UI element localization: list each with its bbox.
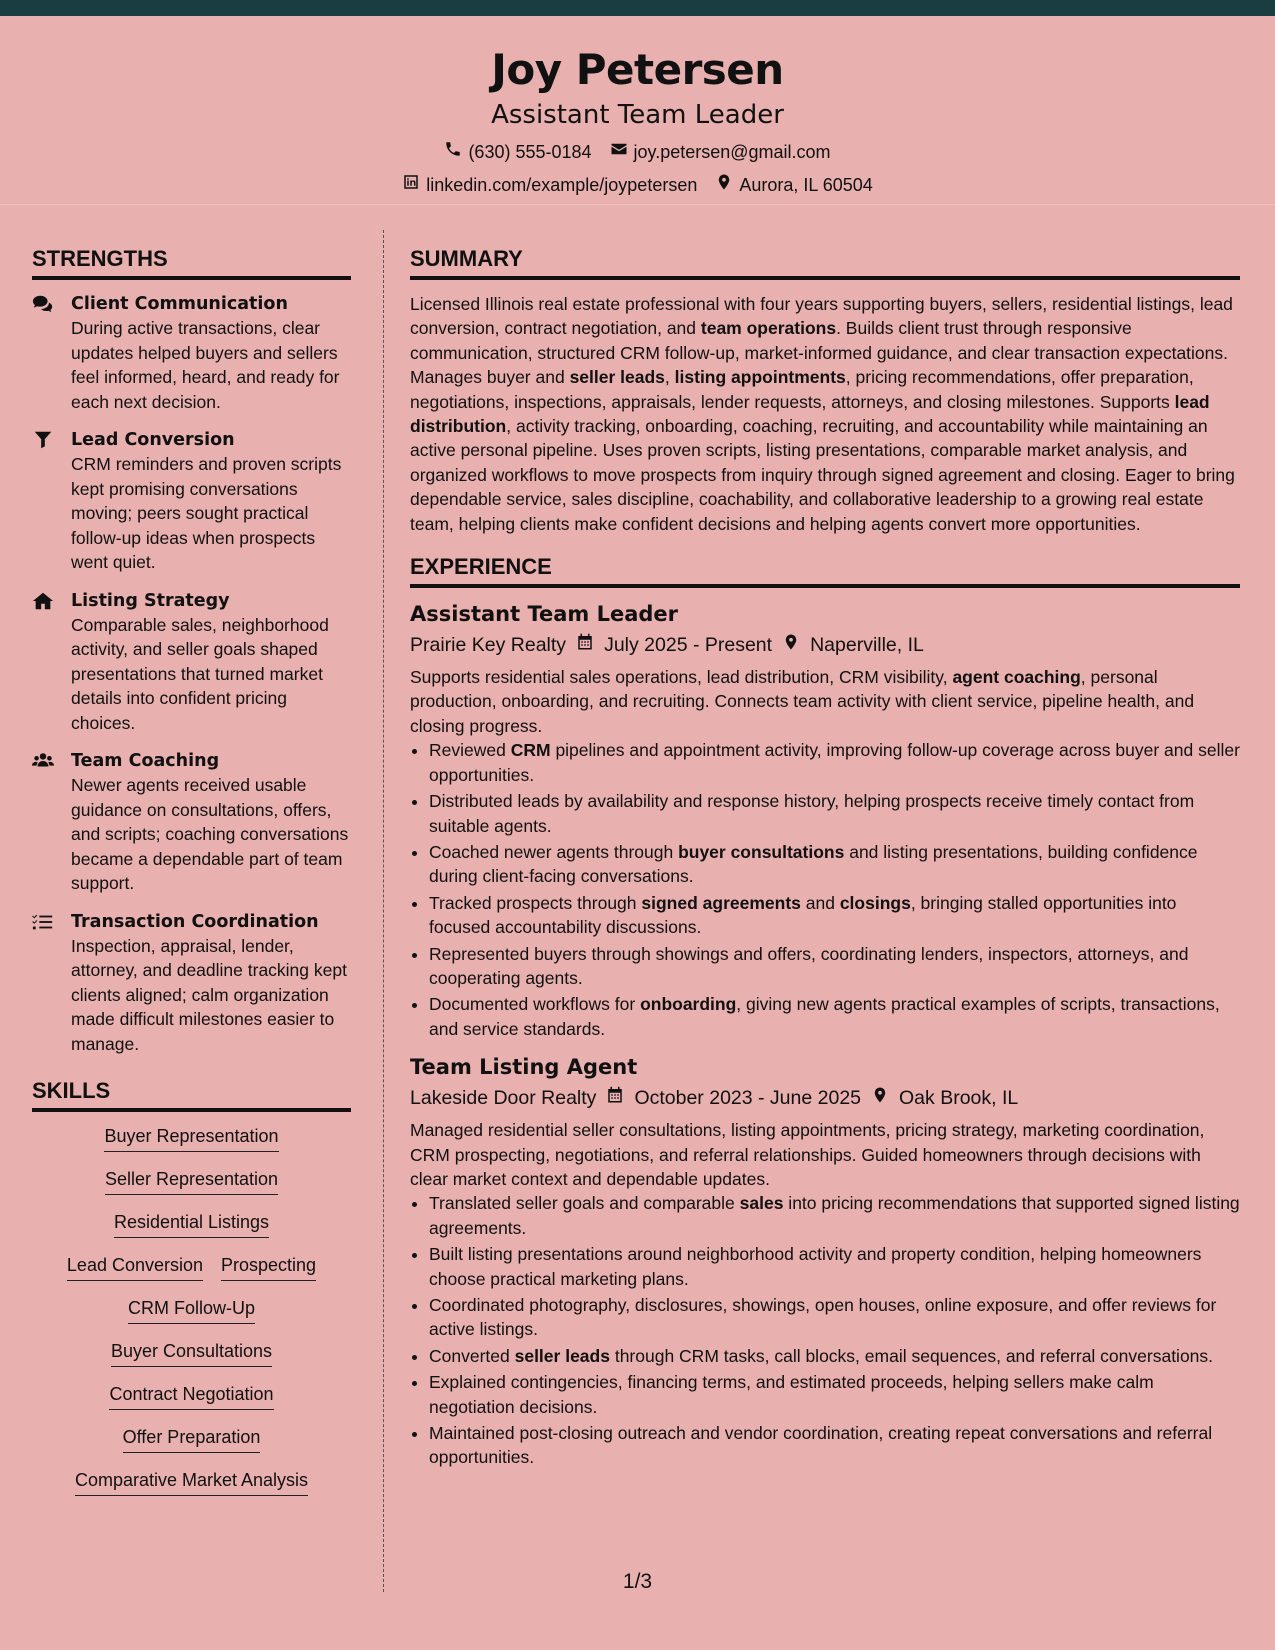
skill-tag: Offer Preparation xyxy=(123,1425,261,1453)
strength-desc: Newer agents received usable guidance on consultations, offers, and scripts; coaching conversations became a dependable part of team support. xyxy=(71,775,349,893)
job-title: Assistant Team Leader xyxy=(410,602,679,627)
job-description: Managed residential seller consultations, listing appointments, pricing strategy, marketing coordination, CRM prospecting, negotiations, and referral relationships. Guided homeowners through decisions with clear market context and dependable updates. xyxy=(410,1120,1205,1189)
strength-desc: During active transactions, clear updates helped buyers and sellers feel informed, heard, and ready for each next decision. xyxy=(71,318,340,412)
skills-heading: SKILLS xyxy=(32,1076,351,1112)
email-contact[interactable] xyxy=(610,140,831,163)
strength-item xyxy=(32,428,351,575)
job-bullet: • Built listing presentations around neighborhood activity and property condition, helping homeowners choose practical marketing plans. xyxy=(429,1242,1240,1291)
strength-name: Client Communication xyxy=(71,294,288,314)
contact-row-1 xyxy=(0,140,1275,163)
candidate-title: Assistant Team Leader xyxy=(491,100,784,130)
calendar-icon xyxy=(576,631,594,659)
skills-list xyxy=(32,1124,351,1496)
job-meta xyxy=(410,1084,1240,1112)
job-bullet: • Reviewed CRM pipelines and appointment activity, improving follow-up coverage across buyer and seller opportunities. xyxy=(429,738,1240,787)
job-bullets xyxy=(410,738,1240,1041)
linkedin-text: linkedin.com/example/joypetersen xyxy=(426,174,698,195)
location-text: Aurora, IL 60504 xyxy=(739,174,873,195)
company-name: Lakeside Door Realty xyxy=(410,1087,597,1110)
strength-desc: CRM reminders and proven scripts kept promising conversations moving; peers sought practical follow-up ideas when prospects went quiet. xyxy=(71,454,342,572)
column-divider xyxy=(383,230,384,1592)
skill-tag: Buyer Consultations xyxy=(111,1339,272,1367)
experience-heading: EXPERIENCE xyxy=(410,552,1240,588)
phone-icon xyxy=(444,140,462,163)
location-contact xyxy=(715,173,872,196)
job-location: Naperville, IL xyxy=(810,634,924,657)
phone-contact[interactable] xyxy=(444,140,591,163)
email-text: joy.petersen@gmail.com xyxy=(633,141,831,162)
users-icon xyxy=(32,751,56,771)
resume-header xyxy=(0,16,1275,205)
funnel-icon xyxy=(32,430,56,450)
skill-tag: Residential Listings xyxy=(114,1210,269,1238)
home-icon xyxy=(32,591,56,611)
summary-heading: SUMMARY xyxy=(410,244,1240,280)
job-bullet: • Represented buyers through showings and offers, coordinating lenders, inspectors, attorneys, and cooperating agents. xyxy=(429,942,1240,991)
strength-desc: Comparable sales, neighborhood activity, and seller goals shaped presentations that turned market details into confident pricing choices. xyxy=(71,614,329,733)
contact-row-2 xyxy=(0,173,1275,196)
job-bullet: • Distributed leads by availability and response history, helping prospects receive timely contact from suitable agents. xyxy=(429,789,1240,838)
job-bullet: • Maintained post-closing outreach and vendor coordination, creating repeat conversations and referral opportunities. xyxy=(429,1421,1240,1470)
company-name: Prairie Key Realty xyxy=(410,634,567,657)
strength-name: Team Coaching xyxy=(71,751,220,771)
left-column xyxy=(32,244,351,1511)
strength-item xyxy=(32,749,351,896)
strengths-heading: STRENGTHS xyxy=(32,244,351,280)
skill-tag: Seller Representation xyxy=(105,1167,278,1195)
candidate-name: Joy Petersen xyxy=(491,45,784,94)
job-dates: October 2023 - June 2025 xyxy=(634,1087,862,1110)
page-number: 1/3 xyxy=(622,1570,653,1593)
job-bullet: • Coached newer agents through buyer consultations and listing presentations, building confidence during client-facing conversations. xyxy=(429,840,1240,889)
job-location: Oak Brook, IL xyxy=(899,1087,1019,1110)
summary-text: Licensed Illinois real estate professional with four years supporting buyers, sellers, residential listings, lead conversion, contract negotiation, and team operations. Builds client trust through responsive communication, structured CRM follow-up, market-informed guidance, and clear transaction expectations. Manages buyer and seller leads, listing appointments, pricing recommendations, offer preparation, negotiations, inspections, appraisals, lender requests, attorneys, and closing milestones. Supports lead distribution, activity tracking, onboarding, coaching, recruiting, and accountability while maintaining an active personal pipeline. Uses proven scripts, listing presentations, comparable market analysis, and organized workflows to move prospects from inquiry through signed agreement and closing. Eager to bring dependable service, sales discipline, coachability, and collaborative leadership to a growing real estate team, helping clients make confident decisions and helping agents convert more opportunities. xyxy=(410,294,1235,534)
skill-tag: Contract Negotiation xyxy=(109,1382,273,1410)
linkedin-contact[interactable] xyxy=(402,173,697,196)
job-title: Team Listing Agent xyxy=(410,1055,638,1080)
strength-name: Transaction Coordination xyxy=(71,911,319,932)
comments-icon xyxy=(32,294,56,314)
skill-tag: Prospecting xyxy=(221,1253,316,1281)
strength-item xyxy=(32,292,351,414)
strength-item xyxy=(32,589,351,736)
linkedin-icon xyxy=(402,173,420,196)
job-bullet: • Translated seller goals and comparable sales into pricing recommendations that supported signed listing agreements. xyxy=(429,1191,1240,1240)
phone-text: (630) 555-0184 xyxy=(468,141,592,162)
job-meta xyxy=(410,631,1240,659)
job-bullet: • Converted seller leads through CRM tasks, call blocks, email sequences, and referral conversations. xyxy=(429,1344,1240,1368)
job-bullet: • Explained contingencies, financing terms, and estimated proceeds, helping sellers make calm negotiation decisions. xyxy=(429,1370,1240,1419)
map-pin-icon xyxy=(782,631,800,659)
strength-item xyxy=(32,910,351,1057)
skill-tag: Buyer Representation xyxy=(104,1124,278,1152)
job-entry xyxy=(410,600,1240,1041)
skill-tag: CRM Follow-Up xyxy=(128,1296,255,1324)
job-dates: July 2025 - Present xyxy=(604,634,773,657)
job-bullet: • Documented workflows for onboarding, giving new agents practical examples of scripts, transactions, and service standards. xyxy=(429,992,1240,1041)
list-check-icon xyxy=(32,912,56,932)
strength-desc: Inspection, appraisal, lender, attorney, and deadline tracking kept clients aligned; calm organization made difficult milestones easier to manage. xyxy=(71,935,347,1054)
calendar-icon xyxy=(606,1084,624,1112)
job-description: Supports residential sales operations, lead distribution, CRM visibility, agent coaching, personal production, onboarding, and recruiting. Connects team activity with client service, pipeline health, and closing progress. xyxy=(410,667,1195,736)
right-column xyxy=(410,244,1240,1482)
top-accent-bar xyxy=(0,0,1275,16)
map-pin-icon xyxy=(871,1084,889,1112)
strength-name: Listing Strategy xyxy=(71,590,230,611)
skill-tag: Lead Conversion xyxy=(67,1253,203,1281)
skill-tag: Comparative Market Analysis xyxy=(75,1468,308,1496)
strength-name: Lead Conversion xyxy=(71,430,235,450)
envelope-icon xyxy=(610,140,628,163)
job-bullet: • Coordinated photography, disclosures, showings, open houses, online exposure, and offer reviews for active listings. xyxy=(429,1293,1240,1342)
job-entry xyxy=(410,1053,1240,1470)
map-pin-icon xyxy=(715,173,733,196)
job-bullets xyxy=(410,1191,1240,1469)
job-bullet: • Tracked prospects through signed agreements and closings, bringing stalled opportunities into focused accountability discussions. xyxy=(429,891,1240,940)
